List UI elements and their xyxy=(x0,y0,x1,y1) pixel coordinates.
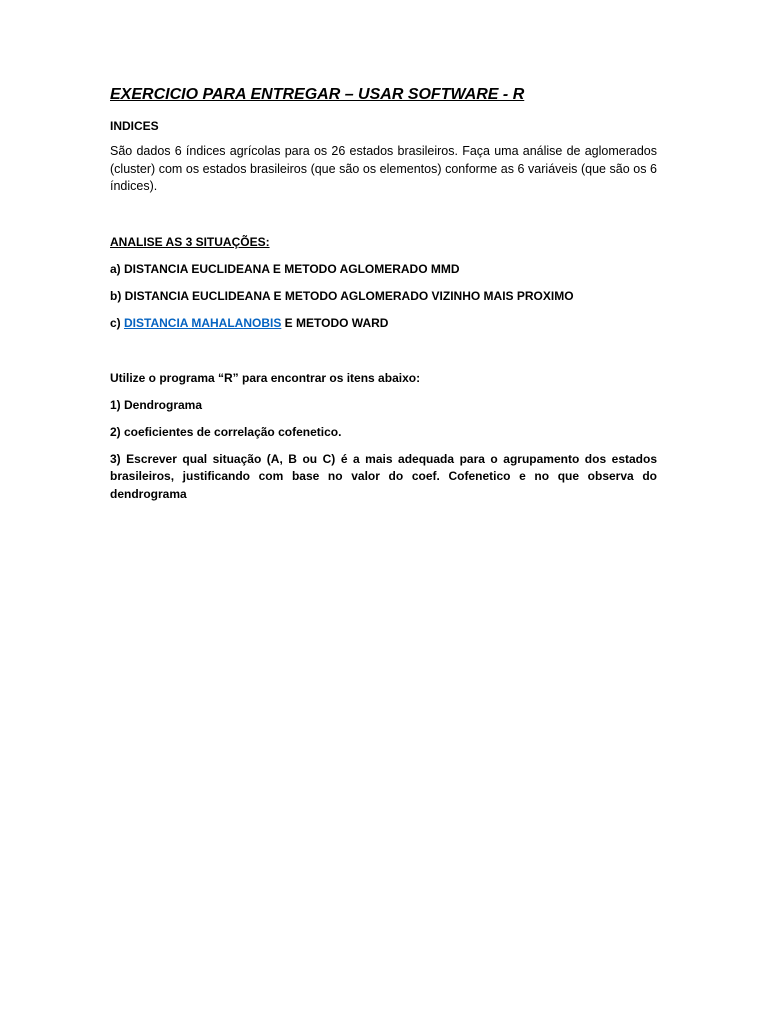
question-2: 2) coeficientes de correlação cofenetico. xyxy=(110,424,342,439)
spacer xyxy=(110,342,657,370)
analysis-heading: ANALISE AS 3 SITUAÇÕES: xyxy=(110,234,270,249)
situation-c-prefix: c) xyxy=(110,315,125,330)
question-3: 3) Escrever qual situação (A, B ou C) é a mais adequada para o agrupamento dos estados brasileiros, justificando com base no valor do coef. Cofenetico e no que observa do dendrograma xyxy=(110,451,657,501)
document-page xyxy=(110,84,657,503)
document-title: EXERCICIO PARA ENTREGAR – USAR SOFTWARE - R xyxy=(110,86,525,103)
spacer xyxy=(110,196,657,234)
instruction-line: Utilize o programa “R” para encontrar os itens abaixo: xyxy=(110,370,421,385)
question-1: 1) Dendrograma xyxy=(110,397,203,412)
situation-c xyxy=(110,315,657,331)
situation-b: b) DISTANCIA EUCLIDEANA E METODO AGLOMERADO VIZINHO MAIS PROXIMO xyxy=(110,288,574,303)
situation-a: a) DISTANCIA EUCLIDEANA E METODO AGLOMERADO MMD xyxy=(110,261,460,276)
mahalanobis-link[interactable]: DISTANCIA MAHALANOBIS xyxy=(124,315,282,330)
situation-c-suffix: E METODO WARD xyxy=(281,315,389,330)
section-subtitle: INDICES xyxy=(110,119,159,133)
intro-paragraph: São dados 6 índices agrícolas para os 26 estados brasileiros. Faça uma análise de aglomerados (cluster) com os estados brasileiros (que são os elementos) conforme as 6 variáveis (que são os 6 índices). xyxy=(110,144,657,193)
